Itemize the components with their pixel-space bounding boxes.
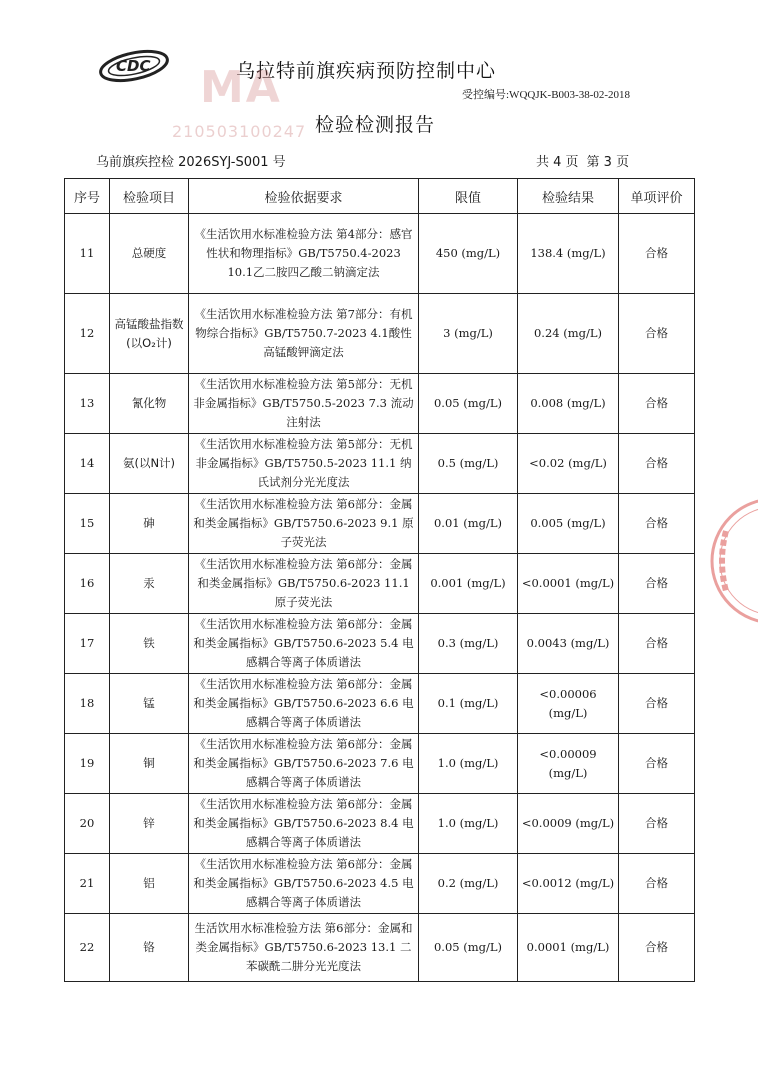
row-limit: 0.05 (mg/L) [419, 374, 518, 434]
row-eval: 合格 [619, 794, 695, 854]
row-limit: 0.2 (mg/L) [419, 854, 518, 914]
table-row [65, 734, 695, 794]
row-eval: 合格 [619, 674, 695, 734]
row-no: 13 [65, 374, 110, 434]
row-basis: 《生活饮用水标准检验方法 第6部分：金属和类金属指标》GB/T5750.6-2023 11.1 原子荧光法 [189, 554, 419, 614]
row-eval: 合格 [619, 554, 695, 614]
row-item: 氰化物 [110, 374, 189, 434]
row-item: 砷 [110, 494, 189, 554]
row-result: <0.00006 (mg/L) [518, 674, 619, 734]
row-basis: 《生活饮用水标准检验方法 第4部分：感官性状和物理指标》GB/T5750.4-2023 10.1乙二胺四乙酸二钠滴定法 [189, 214, 419, 294]
report-number: 乌前旗疾控检 2026SYJ-S001 号 [96, 155, 286, 170]
table-row [65, 554, 695, 614]
header-limit: 限值 [419, 179, 518, 214]
row-no: 14 [65, 434, 110, 494]
row-item: 铬 [110, 914, 189, 982]
row-eval: 合格 [619, 614, 695, 674]
pages-total: 共 4 页 [536, 155, 579, 170]
row-no: 18 [65, 674, 110, 734]
table-row [65, 614, 695, 674]
row-basis: 《生活饮用水标准检验方法 第7部分：有机物综合指标》GB/T5750.7-2023 4.1酸性高锰酸钾滴定法 [189, 294, 419, 374]
official-seal [696, 496, 758, 626]
row-eval: 合格 [619, 434, 695, 494]
page-current: 第 3 页 [586, 155, 630, 170]
row-limit: 0.5 (mg/L) [419, 434, 518, 494]
ma-stamp-number: 210503100247 [172, 122, 307, 141]
row-basis: 《生活饮用水标准检验方法 第6部分：金属和类金属指标》GB/T5750.6-2023 7.6 电感耦合等离子体质谱法 [189, 734, 419, 794]
row-item: 铜 [110, 734, 189, 794]
row-limit: 0.01 (mg/L) [419, 494, 518, 554]
page-info [536, 151, 637, 170]
cdc-logo-text: CDC [116, 57, 151, 75]
row-eval: 合格 [619, 854, 695, 914]
row-no: 19 [65, 734, 110, 794]
header-item: 检验项目 [110, 179, 189, 214]
row-item: 汞 [110, 554, 189, 614]
row-result: 0.005 (mg/L) [518, 494, 619, 554]
row-item: 铁 [110, 614, 189, 674]
row-basis: 《生活饮用水标准检验方法 第6部分：金属和类金属指标》GB/T5750.6-2023 5.4 电感耦合等离子体质谱法 [189, 614, 419, 674]
row-result: 0.24 (mg/L) [518, 294, 619, 374]
row-item: 氨(以N计) [110, 434, 189, 494]
table-row [65, 794, 695, 854]
table-header-row [65, 179, 695, 214]
results-table [64, 178, 695, 982]
row-no: 20 [65, 794, 110, 854]
row-no: 21 [65, 854, 110, 914]
table-row [65, 854, 695, 914]
row-result: <0.0012 (mg/L) [518, 854, 619, 914]
row-item: 高锰酸盐指数(以O₂计) [110, 294, 189, 374]
row-basis: 《生活饮用水标准检验方法 第5部分：无机非金属指标》GB/T5750.5-2023 7.3 流动注射法 [189, 374, 419, 434]
row-result: 0.008 (mg/L) [518, 374, 619, 434]
table-row [65, 914, 695, 982]
row-item: 铝 [110, 854, 189, 914]
row-limit: 1.0 (mg/L) [419, 794, 518, 854]
table-row [65, 494, 695, 554]
header-no: 序号 [65, 179, 110, 214]
row-basis: 《生活饮用水标准检验方法 第6部分：金属和类金属指标》GB/T5750.6-2023 4.5 电感耦合等离子体质谱法 [189, 854, 419, 914]
report-title: 检验检测报告 [315, 114, 436, 136]
row-eval: 合格 [619, 214, 695, 294]
row-basis: 《生活饮用水标准检验方法 第6部分：金属和类金属指标》GB/T5750.6-2023 9.1 原子荧光法 [189, 494, 419, 554]
row-no: 17 [65, 614, 110, 674]
row-eval: 合格 [619, 734, 695, 794]
row-eval: 合格 [619, 294, 695, 374]
row-eval: 合格 [619, 494, 695, 554]
row-limit: 0.3 (mg/L) [419, 614, 518, 674]
row-limit: 450 (mg/L) [419, 214, 518, 294]
table-row [65, 294, 695, 374]
table-row [65, 214, 695, 294]
ma-stamp-text: MA [200, 62, 282, 113]
row-result: <0.0009 (mg/L) [518, 794, 619, 854]
row-no: 22 [65, 914, 110, 982]
header-result: 检验结果 [518, 179, 619, 214]
cdc-logo [98, 46, 170, 86]
header-eval: 单项评价 [619, 179, 695, 214]
row-limit: 3 (mg/L) [419, 294, 518, 374]
row-result: <0.0001 (mg/L) [518, 554, 619, 614]
row-limit: 0.05 (mg/L) [419, 914, 518, 982]
row-no: 12 [65, 294, 110, 374]
row-item: 锰 [110, 674, 189, 734]
org-name: 乌拉特前旗疾病预防控制中心 [236, 60, 497, 82]
row-result: 0.0001 (mg/L) [518, 914, 619, 982]
row-no: 16 [65, 554, 110, 614]
table-row [65, 434, 695, 494]
row-basis: 《生活饮用水标准检验方法 第6部分：金属和类金属指标》GB/T5750.6-2023 8.4 电感耦合等离子体质谱法 [189, 794, 419, 854]
table-row [65, 374, 695, 434]
header-basis: 检验依据要求 [189, 179, 419, 214]
row-result: <0.02 (mg/L) [518, 434, 619, 494]
row-limit: 0.001 (mg/L) [419, 554, 518, 614]
row-limit: 0.1 (mg/L) [419, 674, 518, 734]
row-item: 总硬度 [110, 214, 189, 294]
row-basis: 生活饮用水标准检验方法 第6部分：金属和类金属指标》GB/T5750.6-2023 13.1 二苯碳酰二肼分光光度法 [189, 914, 419, 982]
row-limit: 1.0 (mg/L) [419, 734, 518, 794]
row-eval: 合格 [619, 374, 695, 434]
table-row [65, 674, 695, 734]
row-result: 138.4 (mg/L) [518, 214, 619, 294]
row-basis: 《生活饮用水标准检验方法 第5部分：无机非金属指标》GB/T5750.5-2023 11.1 纳氏试剂分光光度法 [189, 434, 419, 494]
row-no: 11 [65, 214, 110, 294]
row-basis: 《生活饮用水标准检验方法 第6部分：金属和类金属指标》GB/T5750.6-2023 6.6 电感耦合等离子体质谱法 [189, 674, 419, 734]
row-item: 锌 [110, 794, 189, 854]
row-result: 0.0043 (mg/L) [518, 614, 619, 674]
row-no: 15 [65, 494, 110, 554]
row-eval: 合格 [619, 914, 695, 982]
row-result: <0.00009 (mg/L) [518, 734, 619, 794]
control-number: 受控编号:WQQJK-B003-38-02-2018 [462, 89, 631, 101]
